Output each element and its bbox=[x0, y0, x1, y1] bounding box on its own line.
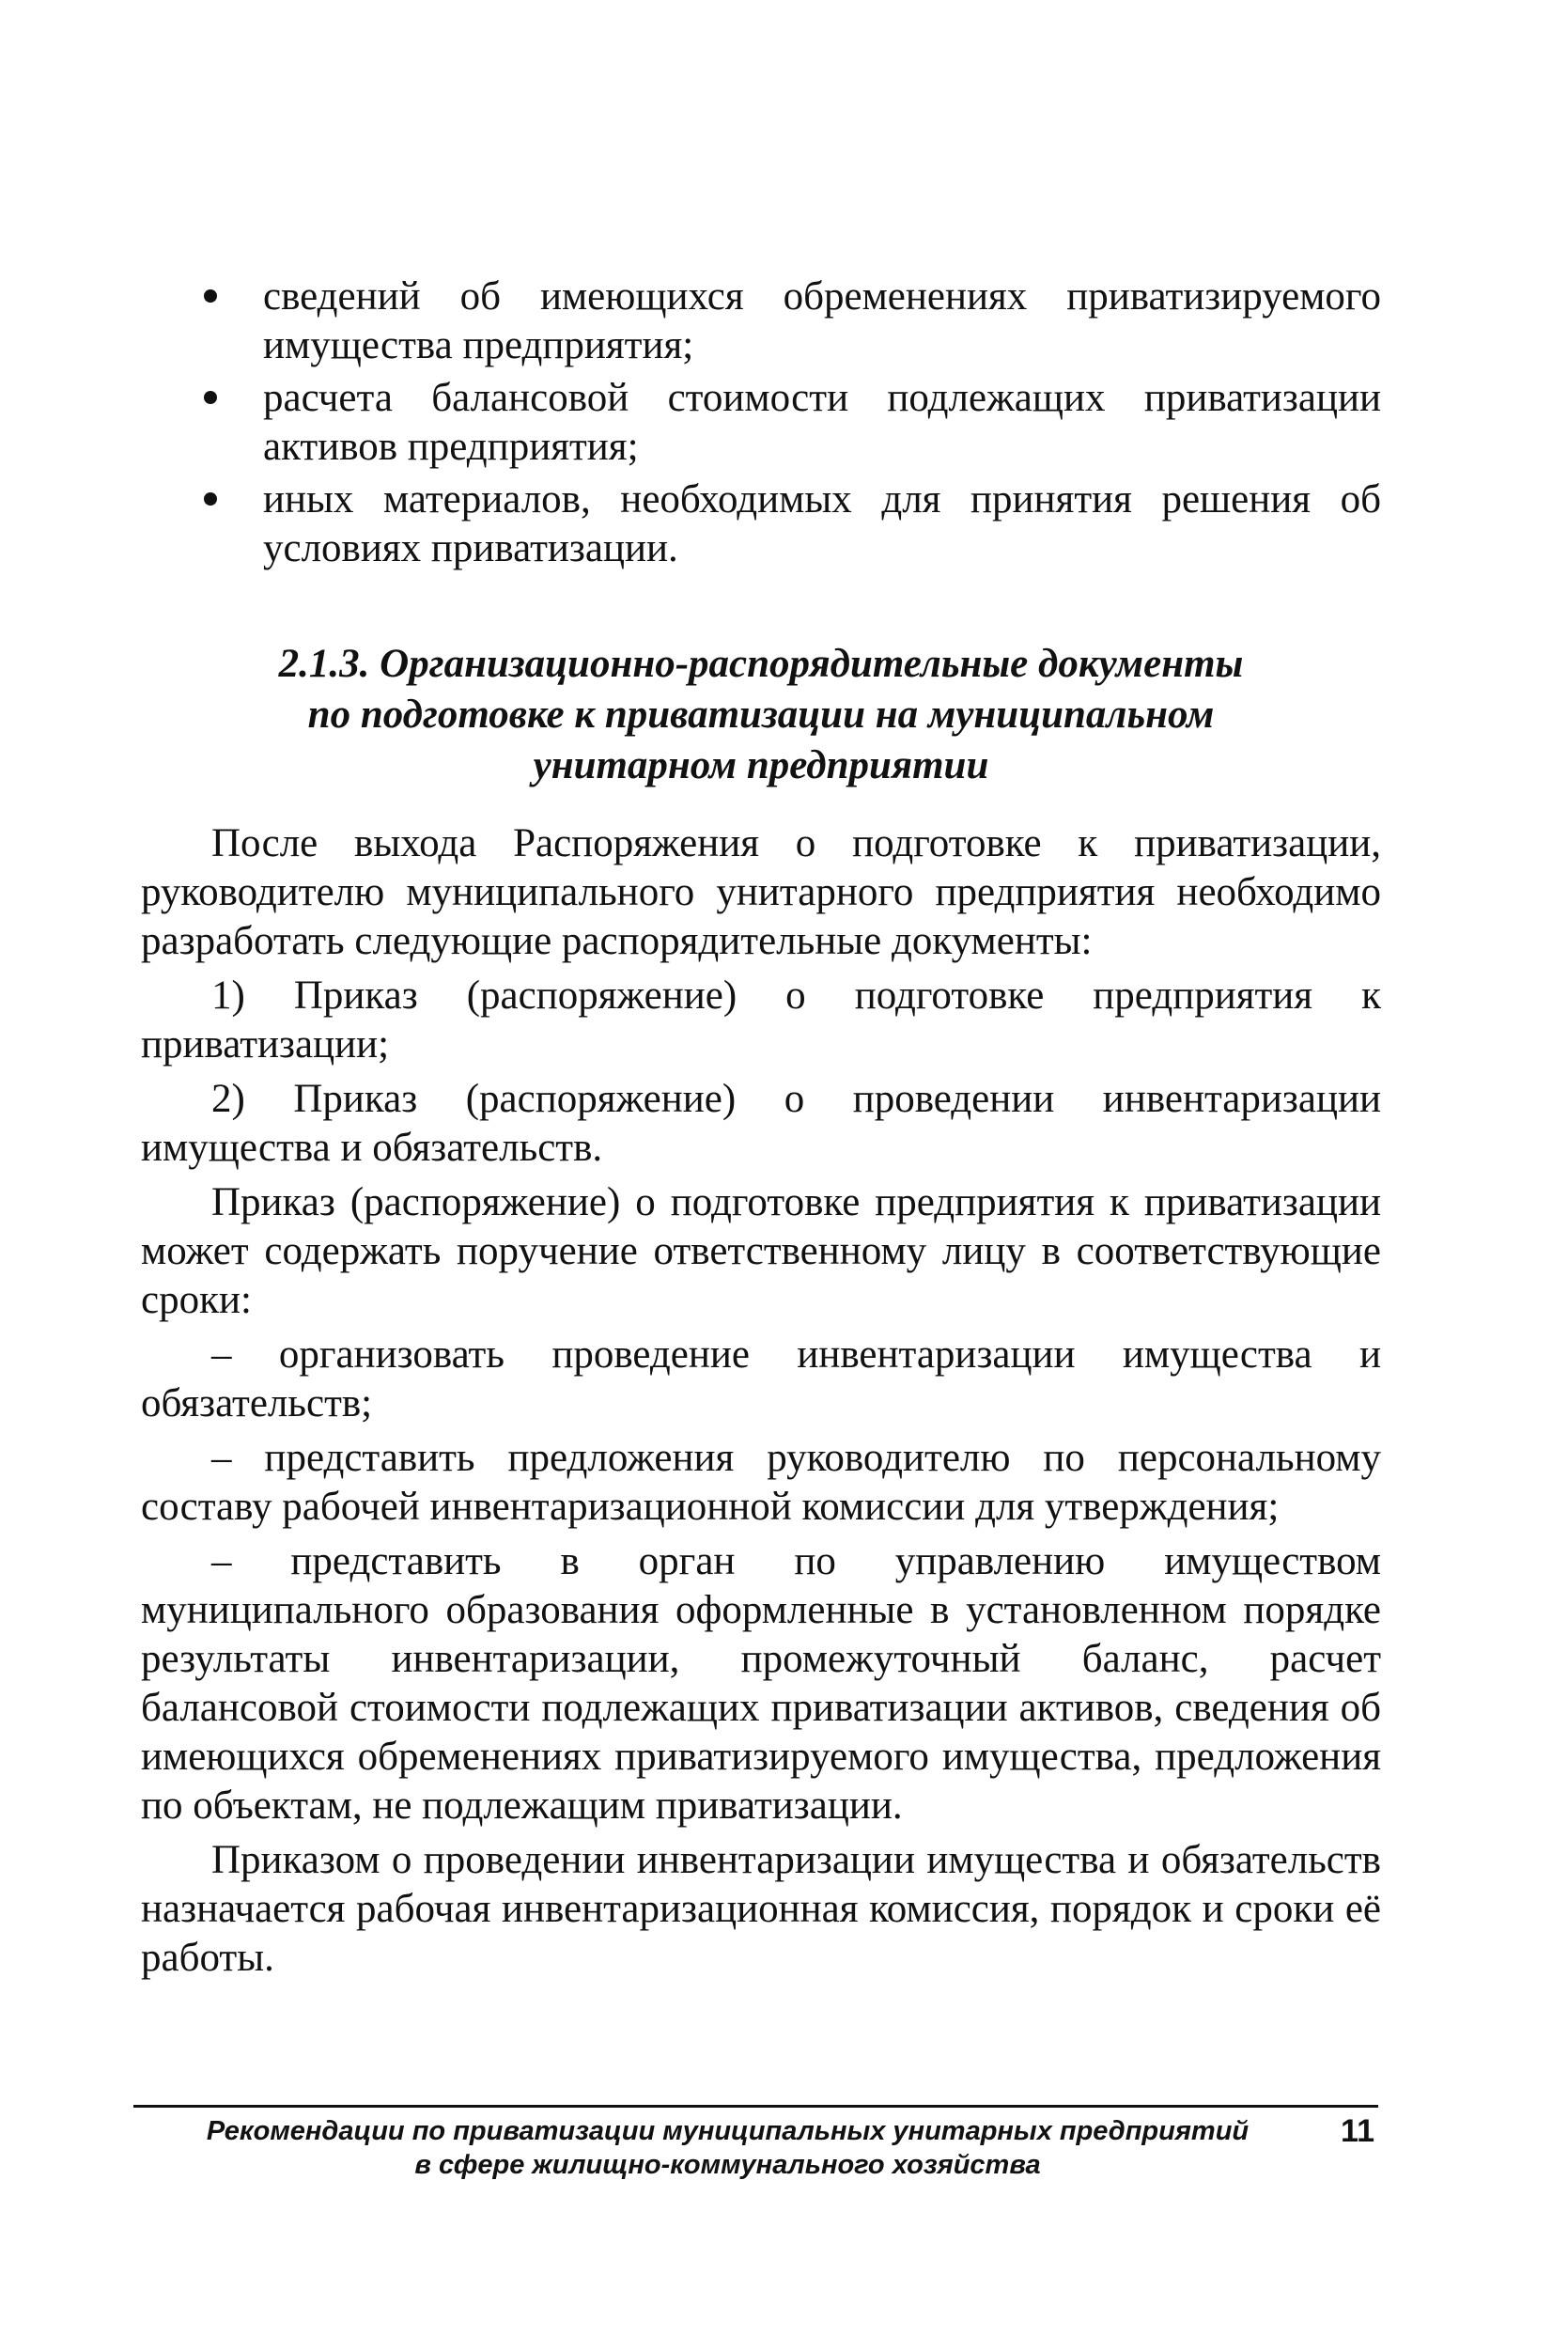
list-item: расчета балансовой стоимости подлежащих приватизации активов предприятия; bbox=[263, 374, 1381, 472]
dash-item: – организовать проведение инвентаризации имущества и обязательств; bbox=[141, 1332, 1381, 1425]
page-body bbox=[141, 273, 1381, 1988]
bullet-icon bbox=[204, 391, 217, 404]
dash-item: – представить в орган по управлению имуществом муниципального образования оформленные в установленном порядке результаты инвентаризации, промежуточный баланс, расчет балансовой стоимости подлежащих приватизации активов, сведения об имеющихся обременениях приватизируемого имущества, предложения по объектам, не подлежащим приватизации. bbox=[141, 1539, 1381, 1828]
section-heading-line: 2.1.3. Организационно-распорядительные документы bbox=[278, 642, 1244, 686]
list-item: сведений об имеющихся обременениях приватизируемого имущества предприятия; bbox=[263, 273, 1381, 370]
footer-divider bbox=[133, 2105, 1378, 2108]
dash-item: – представить предложения руководителю по персональному составу рабочей инвентаризационной комиссии для утверждения; bbox=[141, 1436, 1381, 1529]
paragraph: Приказ (распоряжение) о подготовке предприятия к приватизации может содержать поручение ответственному лицу в соответствующие сроки: bbox=[141, 1180, 1381, 1322]
bullet-icon bbox=[204, 289, 217, 303]
running-footer bbox=[133, 2114, 1378, 2182]
footer-title-line: Рекомендации по приватизации муниципальных унитарных предприятий bbox=[206, 2116, 1250, 2146]
page-number: 11 bbox=[1341, 2113, 1374, 2149]
list-item: иных материалов, необходимых для принятия решения об условиях приватизации. bbox=[263, 475, 1381, 573]
section-heading bbox=[141, 639, 1381, 791]
numbered-item: 1) Приказ (распоряжение) о подготовке предприятия к приватизации; bbox=[141, 973, 1381, 1067]
bullet-icon bbox=[204, 492, 217, 506]
footer-title-line: в сфере жилищно-коммунального хозяйства bbox=[414, 2150, 1041, 2180]
paragraph: После выхода Распоряжения о подготовке к приватизации, руководителю муниципального унитарного предприятия необходимо разработать следующие распорядительные документы: bbox=[141, 821, 1381, 963]
numbered-item: 2) Приказ (распоряжение) о проведении инвентаризации имущества и обязательств. bbox=[141, 1077, 1381, 1170]
section-heading-line: унитарном предприятии bbox=[533, 743, 989, 787]
section-heading-line: по подготовке к приватизации на муниципальном bbox=[307, 693, 1215, 737]
paragraph: Приказом о проведении инвентаризации имущества и обязательств назначается рабочая инвентаризационная комиссия, порядок и сроки её работы. bbox=[141, 1838, 1381, 1980]
bullet-list bbox=[141, 273, 1381, 573]
